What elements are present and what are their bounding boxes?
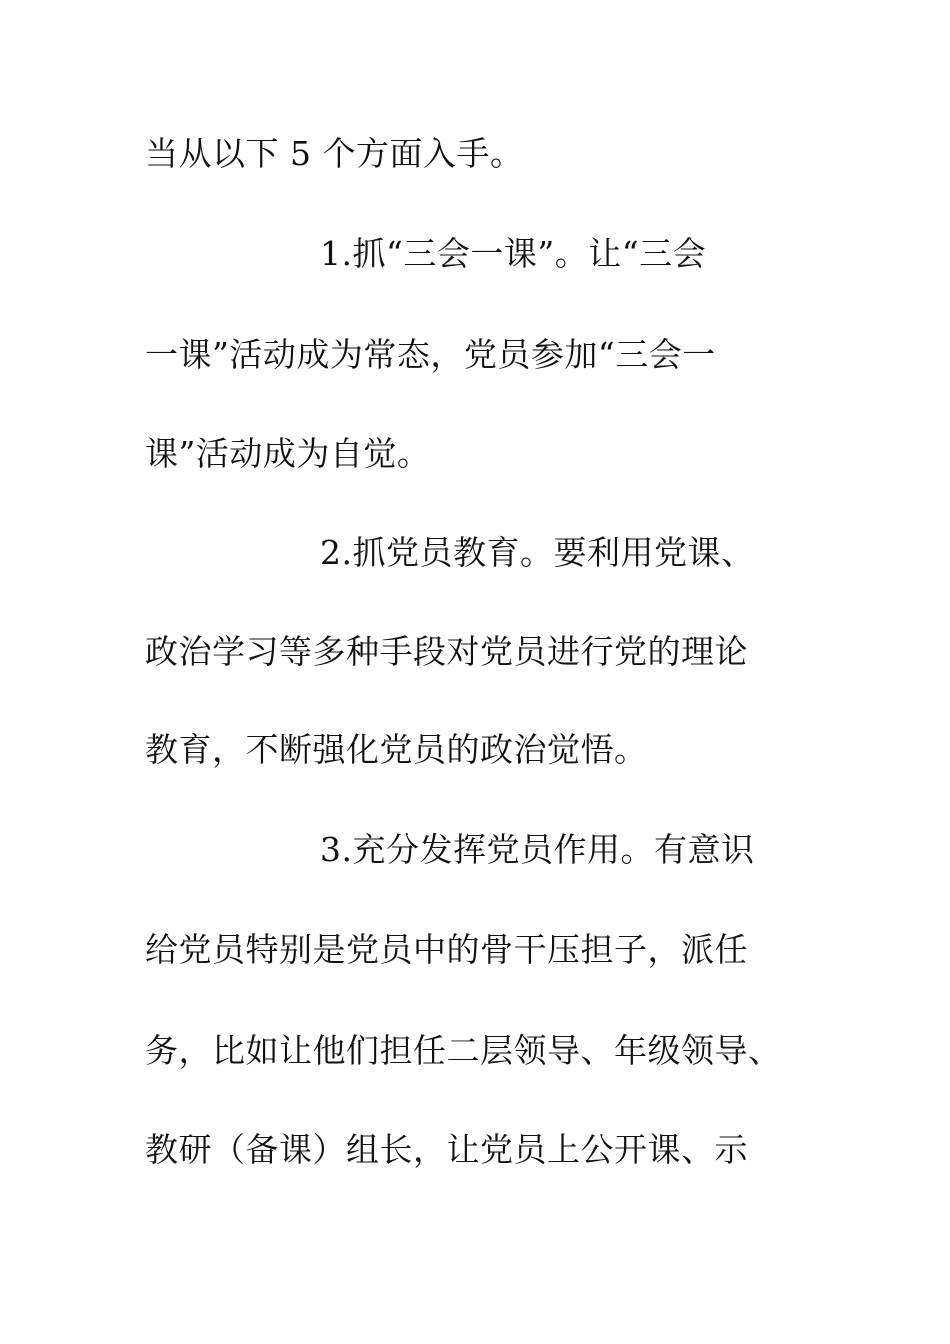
text-line-5: 2.抓党员教育。要利用党课、	[320, 533, 755, 572]
text-line-8: 3.充分发挥党员作用。有意识	[320, 830, 755, 869]
text-line-10: 务，比如让他们担任二层领导、年级领导、	[145, 1031, 782, 1070]
text-line-11: 教研（备课）组长，让党员上公开课、示	[145, 1130, 748, 1169]
text-line-6: 政治学习等多种手段对党员进行党的理论	[145, 632, 748, 671]
text-line-9: 给党员特别是党员中的骨干压担子，派任	[145, 930, 748, 969]
text-line-3: 一课”活动成为常态，党员参加“三会一	[145, 335, 716, 374]
text-line-1: 当从以下 5 个方面入手。	[145, 134, 524, 173]
text-line-7: 教育，不断强化党员的政治觉悟。	[145, 730, 648, 769]
text-line-2: 1.抓“三会一课”。让“三会	[320, 234, 707, 273]
text-line-4: 课”活动成为自觉。	[145, 434, 431, 473]
